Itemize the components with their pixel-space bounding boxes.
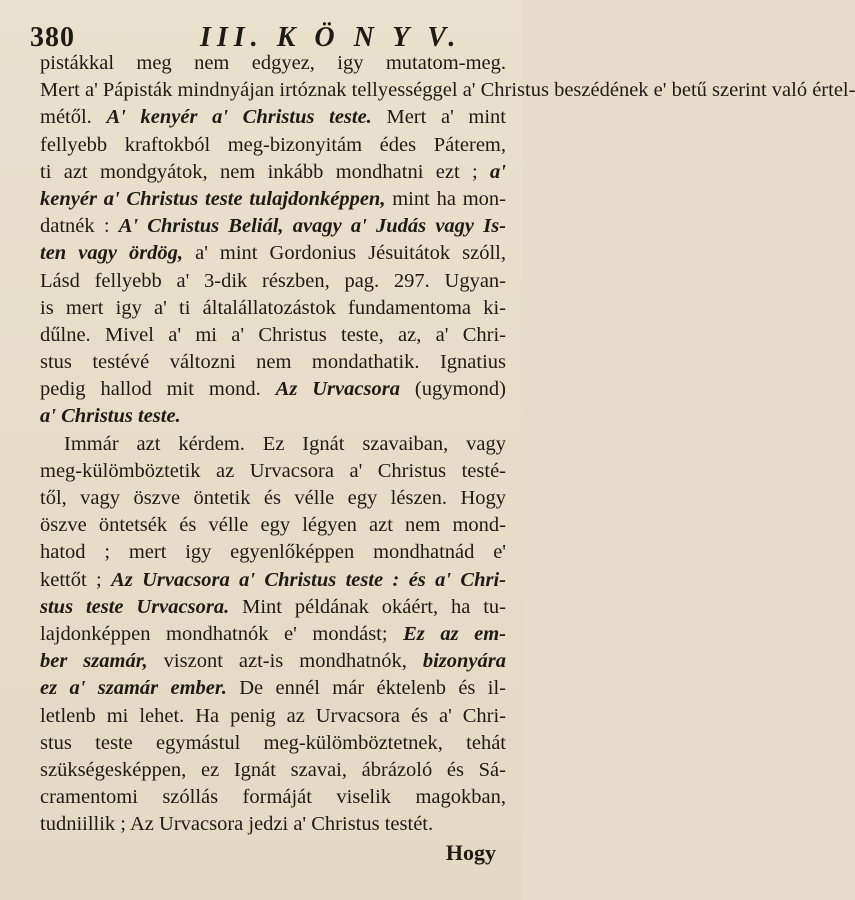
- italic-quote: ber szamár,: [40, 650, 148, 673]
- italic-quote: kenyér a' Christus teste tulajdonképpen,: [40, 187, 386, 210]
- text-line: [40, 512, 506, 539]
- text-run: Mert a' mint: [371, 106, 506, 129]
- text-run: tudniillik ; Az Urvacsora jedzi a' Christus testét.: [40, 813, 434, 836]
- italic-quote: ten vagy ördög,: [40, 242, 184, 265]
- book-title: III. K Ö N Y V.: [200, 22, 462, 53]
- text-line: [40, 567, 506, 594]
- text-run: Mert a' Pápisták mindnyájan irtóznak tellyességgel a' Christus beszédének e' betű szerint való értel-: [40, 79, 855, 102]
- text-run: Mint példának okáért, ha tu-: [229, 595, 506, 618]
- running-header: [30, 20, 490, 54]
- text-run: letlenb mi lehet. Ha penig az Urvacsora és a' Chri-: [40, 704, 506, 727]
- text-line: [40, 213, 506, 240]
- text-run: ti azt mondgyátok, nem inkább mondhatni ezt ;: [40, 160, 491, 183]
- italic-quote: Az Urvacsora: [275, 378, 400, 401]
- text-line: [40, 458, 506, 485]
- text-run: (ugymond): [399, 378, 506, 401]
- text-run: hatod ; mert igy egyenlőképpen mondhatnád e': [40, 541, 506, 564]
- text-run: öszve öntetsék és vélle egy légyen azt nem mond-: [40, 514, 506, 537]
- text-run: fellyebb kraftokból meg-bizonyitám édes Páterem,: [40, 133, 506, 156]
- italic-quote: A' kenyér a' Christus teste.: [106, 106, 372, 129]
- italic-quote: a' Christus teste.: [40, 405, 181, 428]
- text-line: [40, 322, 506, 349]
- text-line: [40, 703, 506, 730]
- page-text: [40, 50, 855, 838]
- text-line: [40, 621, 506, 648]
- text-line: [40, 77, 855, 104]
- text-line: [40, 104, 506, 131]
- text-run: De ennél már éktelenb és il-: [226, 677, 506, 700]
- text-run: szükségesképpen, ez Ignát szavai, ábrázoló és Sá-: [40, 758, 506, 781]
- text-line: [40, 784, 506, 811]
- text-run: is mert igy a' ti általállatozástok fundamentoma ki-: [40, 296, 506, 319]
- text-line: [40, 268, 506, 295]
- text-run: datnék :: [40, 215, 119, 238]
- text-line: [40, 431, 506, 458]
- text-line: [40, 186, 506, 213]
- italic-quote: a': [490, 160, 506, 183]
- text-run: től, vagy öszve öntetik és vélle egy lészen. Hogy: [40, 487, 506, 509]
- text-run: pistákkal meg nem edgyez, igy mutatom-meg.: [40, 52, 506, 74]
- italic-quote: A' Christus Beliál, avagy a' Judás vagy Is-: [118, 215, 507, 238]
- italic-quote: Az Urvacsora a' Christus teste : és a' Chri-: [111, 568, 506, 591]
- text-run: mint ha mon-: [385, 187, 506, 210]
- text-run: kettőt ;: [40, 568, 112, 591]
- italic-quote: stus teste Urvacsora.: [40, 595, 230, 618]
- text-line: [40, 675, 506, 702]
- text-run: métől.: [40, 106, 107, 129]
- text-run: Lásd fellyebb a' 3-dik részben, pag. 297. Ugyan-: [40, 269, 506, 292]
- italic-quote: bizonyára: [422, 650, 506, 673]
- text-run: Immár azt kérdem. Ez Ignát szavaiban, vagy: [64, 432, 506, 455]
- text-run: stus teste egymástul meg-külömböztetnek, tehát: [40, 731, 506, 754]
- text-run: lajdonképpen mondhatnók e' mondást;: [40, 622, 404, 645]
- text-run: cramentomi szóllás formáját viselik magokban,: [40, 786, 506, 809]
- text-line: [40, 648, 506, 675]
- page-number: 380: [30, 22, 75, 53]
- italic-quote: Ez az em-: [403, 622, 506, 645]
- text-line: [40, 403, 506, 430]
- text-line: [40, 730, 506, 757]
- catchword: Hogy: [445, 840, 496, 865]
- text-line: [40, 132, 506, 159]
- text-line: [40, 240, 506, 267]
- text-line: [40, 811, 506, 838]
- text-line: [40, 349, 506, 376]
- text-run: viszont azt-is mondhatnók,: [147, 650, 423, 673]
- italic-quote: ez a' szamár ember.: [40, 677, 227, 700]
- text-run: pedig hallod mit mond.: [40, 378, 276, 401]
- text-line: [40, 485, 506, 512]
- text-line: [40, 159, 506, 186]
- text-run: a' mint Gordonius Jésuitátok szóll,: [183, 242, 506, 265]
- text-line: [40, 594, 506, 621]
- text-line: [40, 50, 506, 77]
- text-line: [40, 539, 506, 566]
- text-run: dűlne. Mivel a' mi a' Christus teste, az, a' Chri-: [40, 323, 506, 346]
- text-line: [40, 757, 506, 784]
- text-run: meg-külömböztetik az Urvacsora a' Christus testé-: [40, 459, 506, 482]
- text-run: stus testévé változni nem mondathatik. Ignatius: [40, 351, 506, 374]
- text-line: [40, 376, 506, 403]
- text-line: [40, 295, 506, 322]
